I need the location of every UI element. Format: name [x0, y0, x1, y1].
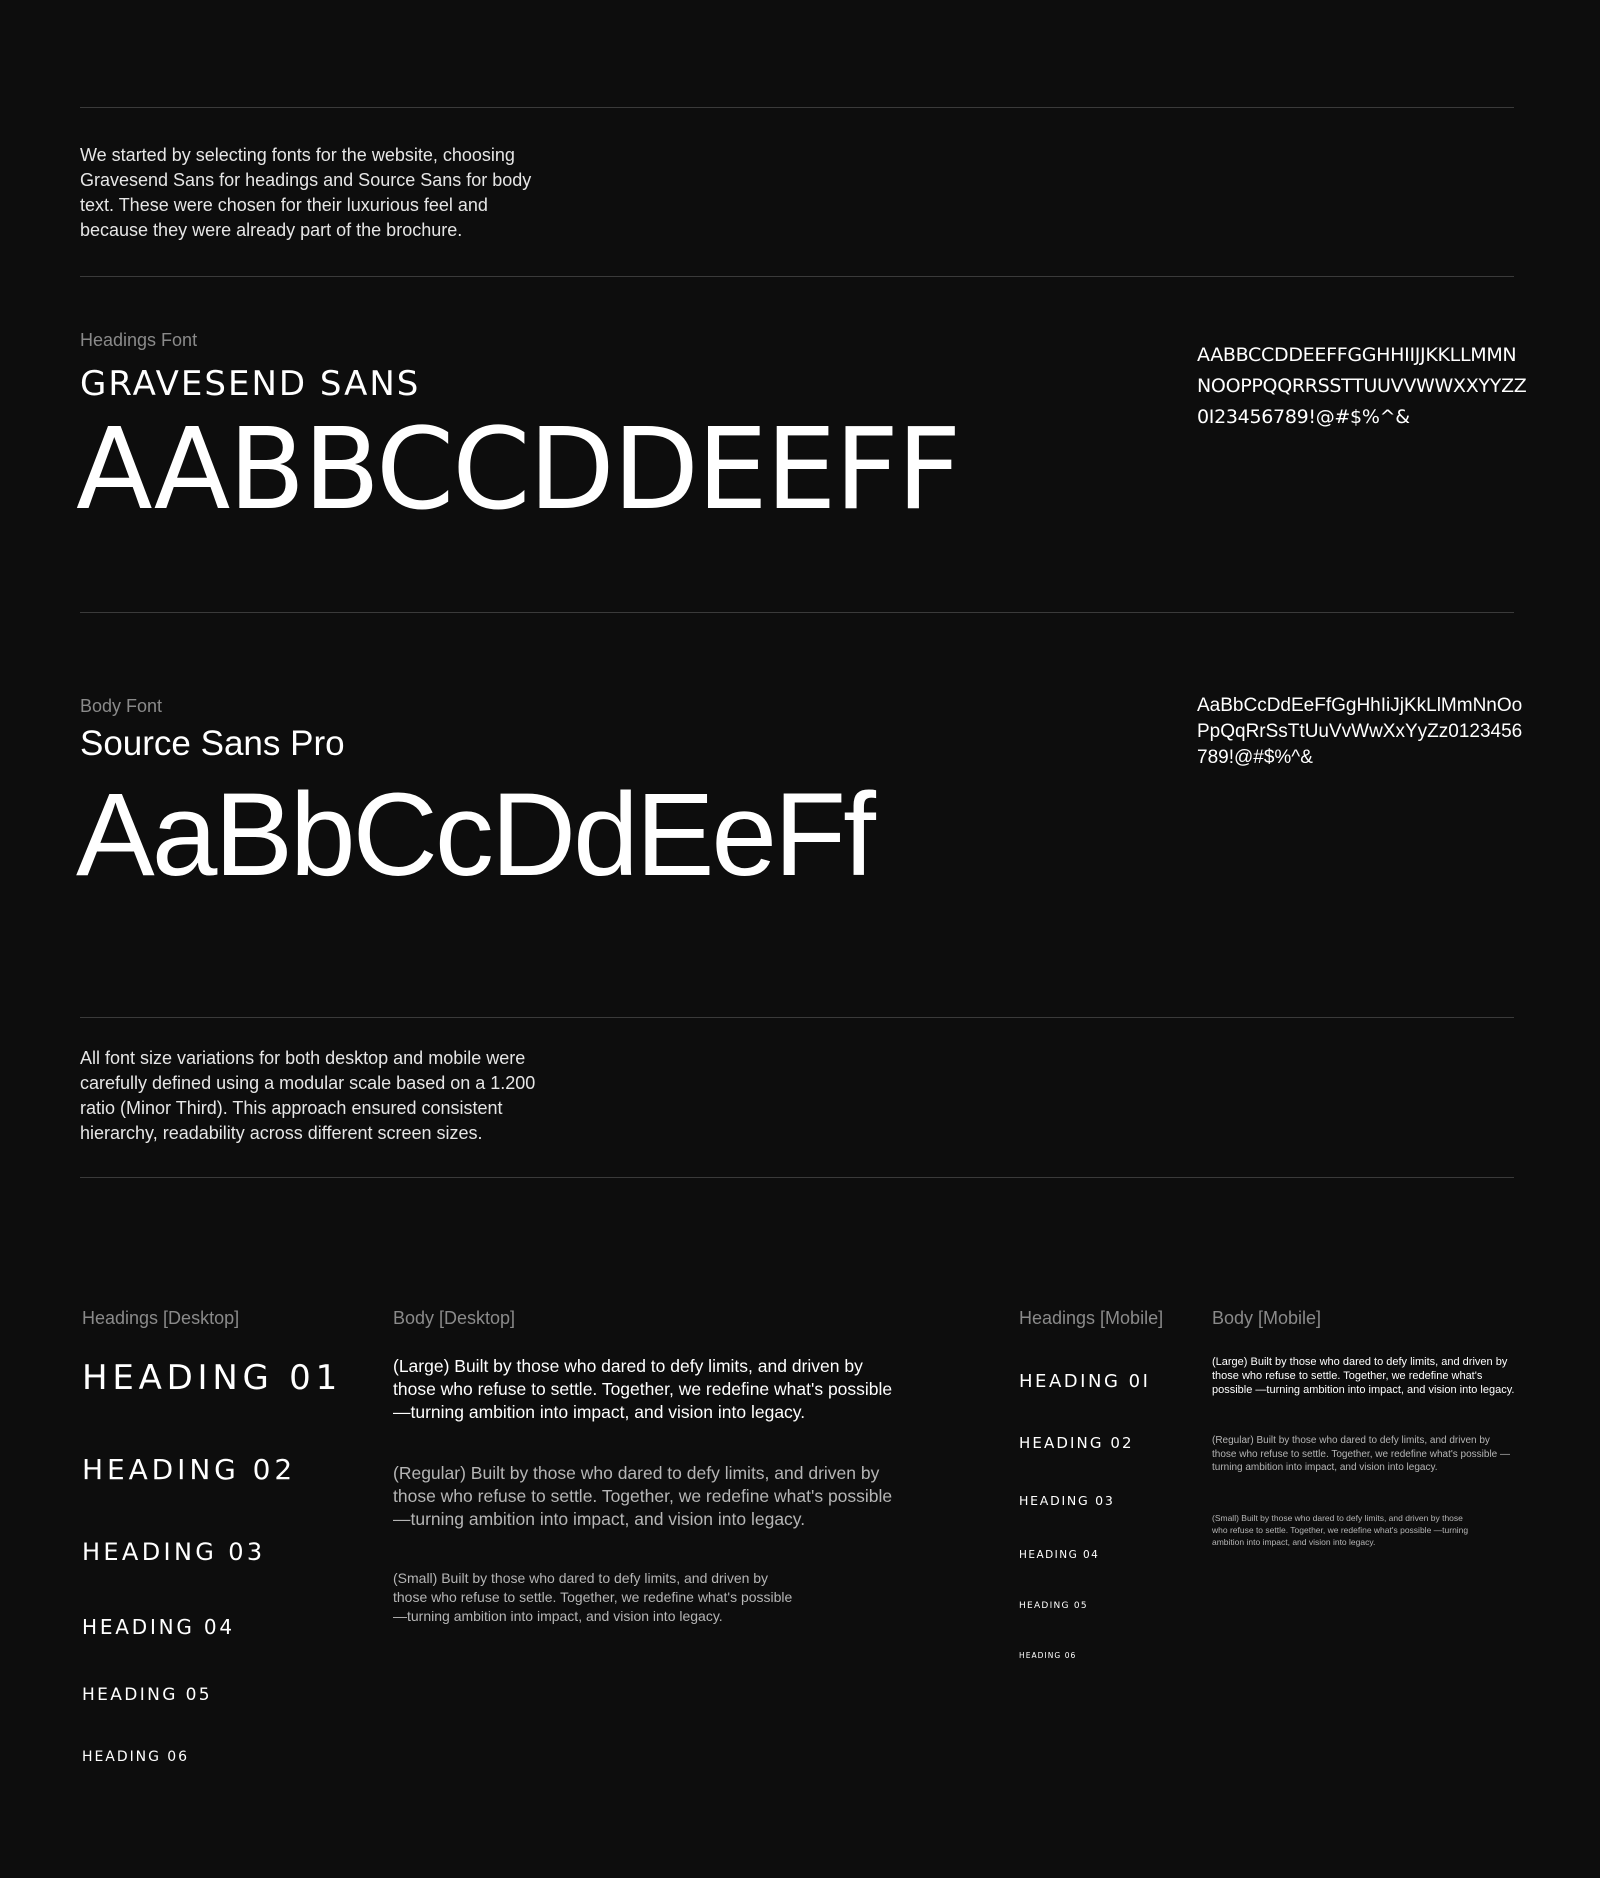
body-desktop-regular: (Regular) Built by those who dared to defy limits, and driven by those who refuse to settle. Together, we redefine what's possible—turning ambition into impact, and vision into legacy.	[393, 1463, 893, 1529]
headings-desktop-label: Headings [Desktop]	[82, 1308, 240, 1328]
divider	[80, 107, 1514, 108]
body-mobile-label: Body [Mobile]	[1212, 1308, 1322, 1328]
body-font-label: Body Font	[80, 696, 163, 716]
body-desktop-large: (Large) Built by those who dared to defy limits, and driven by those who refuse to settle. Together, we redefine what's possible—turning ambition into impact, and vision into legacy.	[393, 1356, 893, 1422]
body-mobile-small: (Small) Built by those who dared to defy limits, and driven by those who refuse to settle. Together, we redefine what's possible —turning ambition into impact, and vision into legacy.	[1212, 1513, 1469, 1547]
divider	[80, 276, 1514, 277]
headings-font-name: GRAVESEND SANS	[80, 364, 421, 404]
heading-mobile-01: HEADING 0I	[1019, 1371, 1151, 1392]
heading-mobile-04: HEADING 04	[1019, 1549, 1100, 1561]
heading-mobile-02: HEADING 02	[1019, 1434, 1134, 1452]
divider	[80, 1177, 1514, 1178]
divider	[80, 612, 1514, 613]
heading-desktop-03: HEADING 03	[82, 1538, 266, 1566]
heading-desktop-02: HEADING 02	[82, 1453, 297, 1486]
headings-font-charset: AABBCCDDEEFFGGHHIIJJKKLLMMNNOOPPQQRRSSTTUUVVWWXXYYZZ0I23456789!@#$%^&	[1197, 344, 1527, 428]
headings-font-sample: AABBCCDDEEFF	[76, 405, 960, 535]
heading-desktop-05: HEADING 05	[82, 1685, 212, 1705]
body-font-sample: AaBbCcDdEeFf	[76, 769, 873, 901]
body-desktop-small: (Small) Built by those who dared to defy limits, and driven by those who refuse to settle. Together, we redefine what's possible—turning ambition into impact, and vision into legacy.	[393, 1570, 793, 1624]
body-desktop-label: Body [Desktop]	[393, 1308, 516, 1328]
heading-desktop-04: HEADING 04	[82, 1615, 235, 1639]
scale-paragraph: All font size variations for both desktop and mobile were carefully defined using a modular scale based on a 1.200 ratio (Minor Third). This approach ensured consistent hierarchy, readability across different screen sizes.	[80, 1048, 536, 1143]
heading-mobile-06: HEADING 06	[1019, 1651, 1077, 1660]
body-mobile-regular: (Regular) Built by those who dared to defy limits, and driven by those who refuse to settle. Together, we redefine what's possible —turning ambition into impact, and vision into legacy.	[1212, 1435, 1511, 1473]
body-mobile-large: (Large) Built by those who dared to defy limits, and driven by those who refuse to settle. Together, we redefine what's possible —turning ambition into impact, and vision into legacy.	[1212, 1356, 1515, 1396]
body-font-name: Source Sans Pro	[80, 724, 345, 763]
heading-desktop-01: HEADING 01	[82, 1358, 342, 1398]
intro-paragraph: We started by selecting fonts for the website, choosing Gravesend Sans for headings and Source Sans for body text. These were chosen for their luxurious feel and because they were already part of the brochure.	[80, 145, 532, 240]
headings-mobile-label: Headings [Mobile]	[1019, 1308, 1164, 1328]
heading-desktop-06: HEADING 06	[82, 1749, 190, 1765]
headings-font-label: Headings Font	[80, 330, 198, 350]
body-font-charset: AaBbCcDdEeFfGgHhIiJjKkLlMmNnOoPpQqRrSsTtUuVvWwXxYyZz0123456789!@#$%^&	[1197, 695, 1523, 768]
heading-mobile-05: HEADING 05	[1019, 1601, 1088, 1611]
divider	[80, 1017, 1514, 1018]
heading-mobile-03: HEADING 03	[1019, 1493, 1115, 1508]
